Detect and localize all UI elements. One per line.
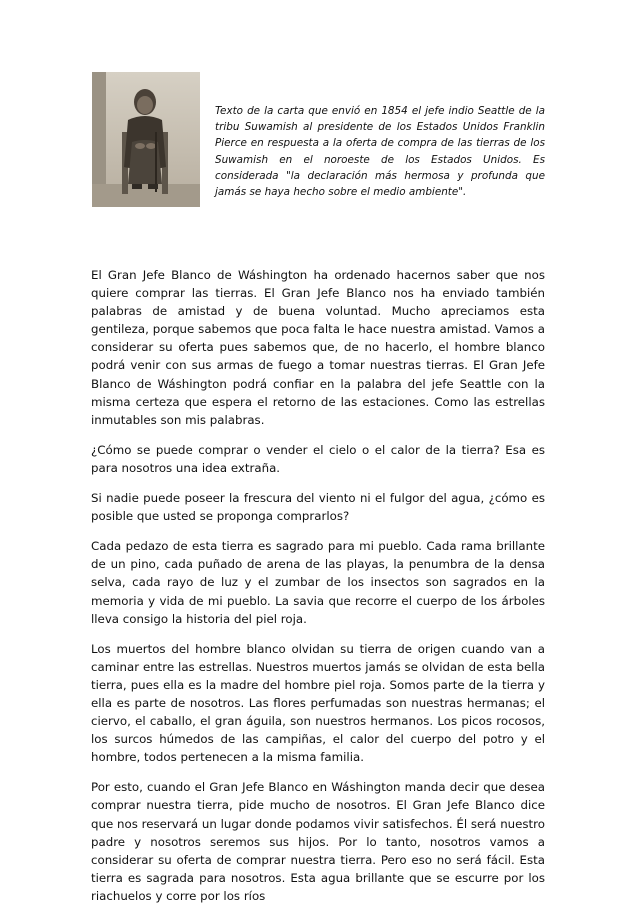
seated-man-photo-icon (92, 72, 200, 207)
paragraph: ¿Cómo se puede comprar o vender el cielo o el calor de la tierra? Esa es para nosotros una idea extraña. (91, 442, 545, 475)
paragraph: Si nadie puede poseer la frescura del viento ni el fulgor del agua, ¿cómo es posible que usted se proponga comprarlos? (91, 491, 545, 524)
paragraph: Los muertos del hombre blanco olvidan su tierra de origen cuando van a caminar entre las estrellas. Nuestros muertos jamás se olvidan de esta bella tierra, pues ella es la madre del hombre piel roja. Somos parte de la tierra y ella es parte de nosotros. Las flores perfumadas son nuestras hermanas; el ciervo, el caballo, el gran águila, son nuestros hermanos. Los picos rocosos, los surcos húmedos de las campiñas, el calor del cuerpo del potro y el hombre, todos pertenecen a la misma familia. (91, 641, 545, 765)
portrait-photo (92, 72, 200, 207)
letter-body (91, 266, 545, 917)
intro-caption: Texto de la carta que envió en 1854 el jefe indio Seattle de la tribu Suwamish al presidente de los Estados Unidos Franklin Pierce en respuesta a la oferta de compra de las tierras de los Suwamish en el noroeste de los Estados Unidos. Es considerada "la declaración más hermosa y profunda que jamás se haya hecho sobre el medio ambiente". (215, 105, 545, 199)
paragraph: El Gran Jefe Blanco de Wáshington ha ordenado hacernos saber que nos quiere comprar las tierras. El Gran Jefe Blanco nos ha enviado también palabras de amistad y de buena voluntad. Mucho apreciamos esta gentileza, porque sabemos que poca falta le hace nuestra amistad. Vamos a considerar su oferta pues sabemos que, de no hacerlo, el hombre blanco podrá venir con sus armas de fuego a tomar nuestras tierras. El Gran Jefe Blanco de Wáshington podrá confiar en la palabra del jefe Seattle con la misma certeza que espera el retorno de las estaciones. Como las estrellas inmutables son mis palabras. (91, 268, 545, 427)
paragraph: Por esto, cuando el Gran Jefe Blanco en Wáshington manda decir que desea comprar nuestra tierra, pide mucho de nosotros. El Gran Jefe Blanco dice que nos reservará un lugar donde podamos vivir satisfechos. Él será nuestro padre y nosotros seremos sus hijos. Por lo tanto, nosotros vamos a considerar su oferta de comprar nuestra tierra. Pero eso no será fácil. Esta tierra es sagrada para nosotros. Esta agua brillante que se escurre por los riachuelos y corre por los ríos (91, 780, 545, 903)
paragraph: Cada pedazo de esta tierra es sagrado para mi pueblo. Cada rama brillante de un pino, cada puñado de arena de las playas, la penumbra de la densa selva, cada rayo de luz y el zumbar de los insectos son sagrados en la memoria y vida de mi pueblo. La savia que recorre el cuerpo de los árboles lleva consigo la historia del piel roja. (91, 539, 545, 626)
